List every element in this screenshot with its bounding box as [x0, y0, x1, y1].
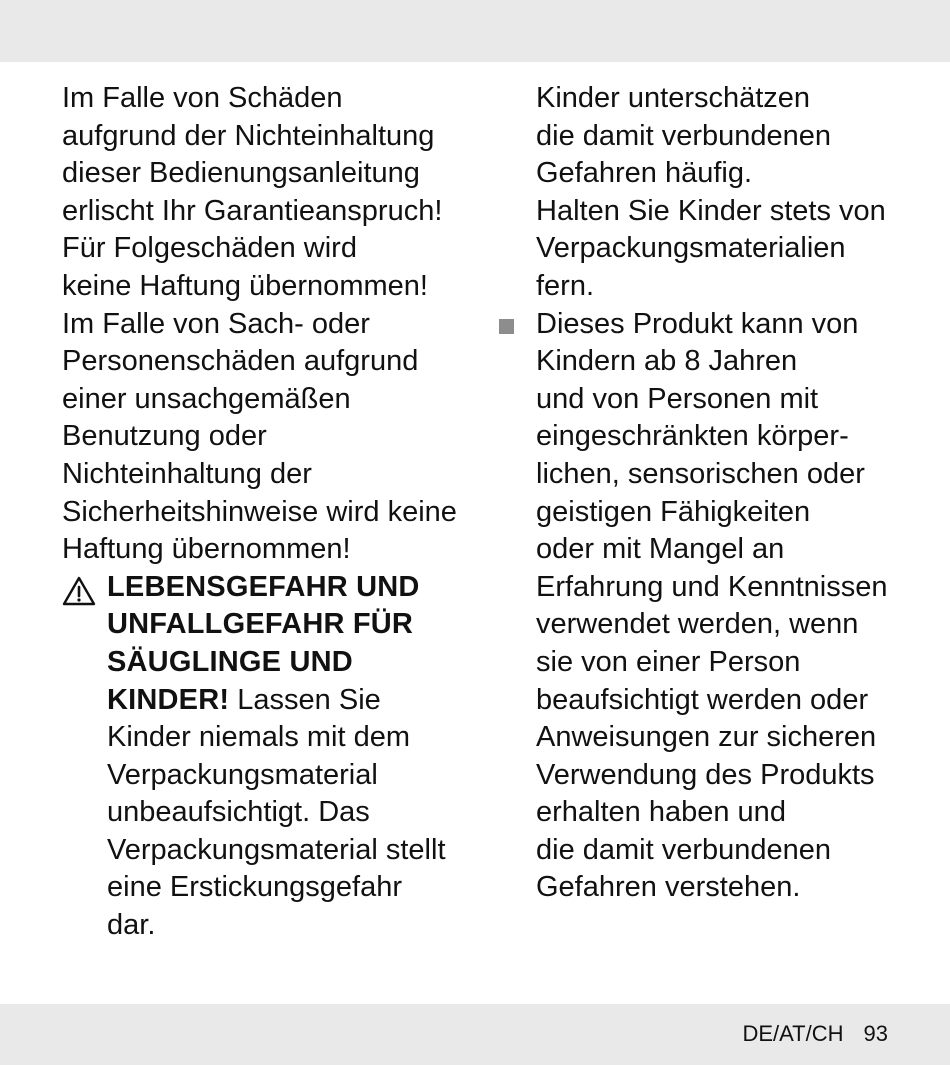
bullet-line: verwendet werden, wenn — [536, 608, 859, 641]
continued-line: Gefahren häufig. — [536, 157, 753, 190]
continued-line: Halten Sie Kinder stets von — [536, 194, 886, 227]
warning-heading-line: LEBENSGEFAHR UND — [107, 570, 420, 603]
bullet-line: Anweisungen zur sicheren — [536, 721, 877, 754]
warning-text-line: Verpackungsmaterial — [107, 758, 378, 791]
continued-paragraph — [536, 80, 936, 306]
bullet-line: erhalten haben und — [536, 796, 786, 829]
warning-inline-text: Lassen Sie — [229, 683, 381, 716]
paragraph-line: aufgrund der Nichteinhaltung — [62, 119, 435, 152]
paragraph-line: dieser Bedienungsanleitung — [62, 157, 420, 190]
paragraph-line: Im Falle von Schäden — [62, 82, 343, 114]
paragraph-line: Im Falle von Sach- oder — [62, 307, 370, 340]
paragraph-line: erlischt Ihr Garantieanspruch! — [62, 194, 443, 227]
top-band — [0, 0, 950, 62]
warning-text-line: unbeaufsichtigt. Das — [107, 796, 370, 829]
bullet-line: Gefahren verstehen. — [536, 871, 801, 904]
warning-triangle-icon — [62, 576, 96, 606]
warning-text-line: Kinder niemals mit dem — [107, 721, 410, 754]
continued-line: die damit verbundenen — [536, 119, 832, 152]
continued-line: Verpackungsmaterialien — [536, 232, 846, 265]
left-column — [62, 80, 472, 945]
paragraph-line: Sicherheitshinweise wird keine — [62, 495, 457, 528]
warning-heading-line: SÄUGLINGE UND — [107, 645, 353, 678]
paragraph-line: Benutzung oder — [62, 420, 267, 453]
warning-block — [62, 569, 472, 945]
bullet-item — [536, 306, 936, 908]
bullet-line: eingeschränkten körper- — [536, 420, 849, 453]
paragraph-line: Für Folgeschäden wird — [62, 232, 357, 265]
paragraph-line: Haftung übernommen! — [62, 533, 351, 566]
bullet-line: beaufsichtigt werden oder — [536, 683, 869, 716]
bullet-line: lichen, sensorischen oder — [536, 457, 865, 490]
country-codes: DE/AT/CH — [742, 1021, 844, 1046]
bullet-line: sie von einer Person — [536, 645, 801, 678]
paragraph-line: Nichteinhaltung der — [62, 457, 312, 490]
bullet-line: geistigen Fähigkeiten — [536, 495, 811, 528]
bullet-line: Dieses Produkt kann von — [536, 307, 859, 340]
right-column — [536, 80, 936, 907]
liability-paragraph — [62, 80, 472, 569]
warning-heading-end: KINDER! — [107, 683, 230, 716]
bullet-line: und von Personen mit — [536, 382, 819, 415]
warning-text-line: Verpackungsmaterial stellt — [107, 833, 446, 866]
paragraph-line: Personenschäden aufgrund — [62, 345, 419, 378]
page-footer — [742, 1021, 888, 1047]
warning-mixed-line — [107, 682, 472, 720]
bullet-line: Kindern ab 8 Jahren — [536, 345, 798, 378]
page-number: 93 — [863, 1021, 888, 1046]
continued-line: Kinder unterschätzen — [536, 82, 811, 114]
paragraph-line: keine Haftung übernommen! — [62, 269, 428, 302]
bullet-line: Verwendung des Produkts — [536, 758, 875, 791]
square-bullet-icon — [499, 319, 514, 334]
bullet-line: Erfahrung und Kenntnissen — [536, 570, 888, 603]
warning-heading-line: UNFALLGEFAHR FÜR — [107, 608, 414, 641]
bullet-line: oder mit Mangel an — [536, 533, 785, 566]
bullet-line: die damit verbundenen — [536, 833, 832, 866]
continued-line: fern. — [536, 269, 595, 302]
paragraph-line: einer unsachgemäßen — [62, 382, 351, 415]
warning-text-line: eine Erstickungsgefahr — [107, 871, 402, 904]
warning-text-line: dar. — [107, 909, 156, 942]
